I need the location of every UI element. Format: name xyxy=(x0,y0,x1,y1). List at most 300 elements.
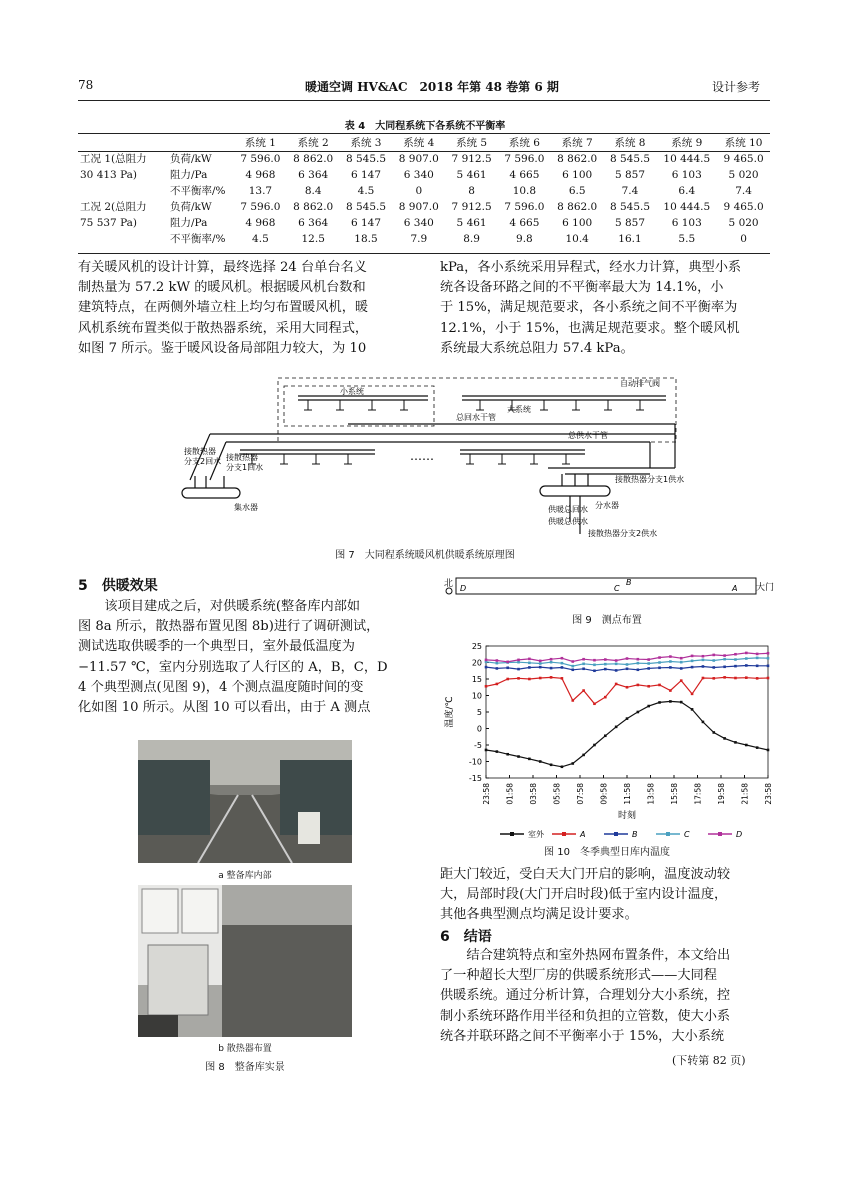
x-tick-label: 01:58 xyxy=(505,783,515,805)
series-point xyxy=(756,653,759,656)
table4-cell: 7 912.5 xyxy=(451,201,492,213)
para-left-1 xyxy=(78,258,414,359)
table4-cell: 16.1 xyxy=(618,233,642,245)
series-point xyxy=(702,721,705,724)
series-point xyxy=(626,663,629,666)
series-point xyxy=(593,702,596,705)
series-point xyxy=(582,658,585,661)
series-point xyxy=(680,661,683,664)
text-line: 大，局部时段(大门开启时段)低于室内设计温度， xyxy=(440,887,728,903)
text-line: 4 个典型测点(见图 9)，4 个测点温度随时间的变 xyxy=(78,679,364,695)
table4-cell: 5 461 xyxy=(456,217,487,229)
para-right-1 xyxy=(440,258,772,359)
series-point xyxy=(712,677,715,680)
table4-cell: 4 665 xyxy=(509,169,540,181)
fig7-b1r-1: 接散热器 xyxy=(226,453,258,462)
table4-cell: 5 020 xyxy=(728,217,759,229)
fig8b-label: b 散热器布置 xyxy=(218,1044,272,1054)
series-point xyxy=(539,677,542,680)
table4-cell: 10.8 xyxy=(512,185,537,197)
x-tick-label: 07:58 xyxy=(576,783,585,805)
table4-col-header: 系统 2 xyxy=(297,137,329,149)
table4-cell: 7 596.0 xyxy=(504,153,545,165)
x-tick-label: 13:58 xyxy=(646,783,656,805)
fig7-b1s: 接散热器分支1供水 xyxy=(615,475,685,484)
x-tick-label: 03:58 xyxy=(529,783,538,805)
table4-cell: 5.5 xyxy=(678,233,696,245)
table4-cell: 10.4 xyxy=(565,233,589,245)
series-point xyxy=(604,734,607,737)
legend-marker xyxy=(718,832,722,836)
series-point xyxy=(582,663,585,666)
table4-cell: 8 862.0 xyxy=(293,201,334,213)
text-line: 结合建筑特点和室外热网布置条件，本文给出 xyxy=(466,948,731,963)
table-row xyxy=(78,167,770,183)
series-point xyxy=(615,669,618,672)
series-point xyxy=(561,677,564,680)
table4-cell: 6 100 xyxy=(562,217,593,229)
series-point xyxy=(615,683,618,686)
table4-cell: 9 465.0 xyxy=(723,153,764,165)
series-point xyxy=(550,667,553,670)
table4-cell: 8 545.5 xyxy=(609,153,651,165)
fig9-point-c: C xyxy=(614,584,620,593)
series-point xyxy=(561,662,564,665)
series-point xyxy=(637,684,640,687)
series-point xyxy=(745,676,748,679)
series-point xyxy=(756,746,759,749)
series-point xyxy=(669,666,672,669)
y-tick-label: 0 xyxy=(476,724,482,734)
y-tick-label: 20 xyxy=(471,658,482,668)
series-point xyxy=(506,678,509,681)
text-line: kPa，各小系统采用异程式，经水力计算，典型小系 xyxy=(440,260,742,275)
series-point xyxy=(658,684,661,687)
legend-label: A xyxy=(580,830,586,839)
table4-cell: 6 364 xyxy=(298,169,329,181)
table4-row-label: 不平衡率/% xyxy=(170,233,226,245)
series-point xyxy=(691,666,694,669)
series-point xyxy=(658,661,661,664)
series-point xyxy=(756,657,759,660)
series-point xyxy=(496,659,499,662)
table4-cell: 4.5 xyxy=(357,185,375,197)
table4-case-label: 75 537 Pa) xyxy=(80,217,138,229)
table4-cell: 8 545.5 xyxy=(345,153,387,165)
page-number: 78 xyxy=(78,78,94,92)
fig8a-label: a 整备库内部 xyxy=(218,871,272,881)
table4-case-label: 工况 1(总阻力 xyxy=(80,153,147,165)
text-line: −11.57 ℃，室内分别选取了人行区的 A，B，C，D xyxy=(78,659,388,675)
table4-cell: 10 444.5 xyxy=(663,153,711,165)
series-point xyxy=(691,708,694,711)
series-point xyxy=(561,666,564,669)
series-point xyxy=(723,665,726,668)
table4-cell: 6 103 xyxy=(671,169,702,181)
series-point xyxy=(550,661,553,664)
text-line: 化如图 10 所示。从图 10 可以看出，由于 A 测点 xyxy=(78,700,371,716)
x-tick-label: 11:58 xyxy=(623,783,632,805)
table-bottom-rule xyxy=(78,253,770,254)
series-point xyxy=(528,678,531,681)
text-line: 测试选取供暖季的一个典型日，室外最低温度为 xyxy=(78,639,355,655)
series-point xyxy=(647,685,650,688)
series-point xyxy=(680,667,683,670)
series-point xyxy=(767,665,770,668)
table4-case-label: 工况 2(总阻力 xyxy=(80,201,147,213)
series-point xyxy=(626,686,629,689)
table4-row-label: 阻力/Pa xyxy=(170,217,208,229)
series-point xyxy=(669,655,672,658)
table4-cell: 8 545.5 xyxy=(345,201,387,213)
text-line: 统各设备环路之间的不平衡率最大为 14.1%，小 xyxy=(440,280,724,296)
series-line-0 xyxy=(486,701,768,766)
series-point xyxy=(767,657,770,660)
fig7-label-supply: 总供水干管 xyxy=(568,431,608,440)
text-line: 该项目建成之后，对供暖系统(整备库内部如 xyxy=(104,599,361,614)
table4-cell: 5 020 xyxy=(728,169,759,181)
series-point xyxy=(528,666,531,669)
continued-note: (下转第 82 页) xyxy=(672,1054,746,1067)
series-point xyxy=(496,662,499,665)
table4-col-header: 系统 7 xyxy=(561,137,593,149)
series-point xyxy=(626,717,629,720)
table4-cell: 13.7 xyxy=(248,185,273,197)
series-point xyxy=(702,677,705,680)
series-point xyxy=(723,654,726,657)
table4-col-header: 系统 6 xyxy=(508,137,540,149)
fig7-label-big: 大系统 xyxy=(507,405,531,414)
series-point xyxy=(615,726,618,729)
table4-cell: 6 340 xyxy=(403,169,434,181)
y-axis-label: 温度/℃ xyxy=(445,696,455,728)
text-line: 制小系统环路作用半径和负担的立管数，使大小系 xyxy=(440,1008,731,1024)
series-point xyxy=(745,652,748,655)
table-row xyxy=(78,215,770,231)
table4-cell: 8 862.0 xyxy=(293,153,334,165)
text-line: 了一种超长大型厂房的供暖系统形式——大同程 xyxy=(440,968,717,984)
table4-col-header: 系统 8 xyxy=(614,137,646,149)
journal-title: 暖通空调 HV&AC 2018 年第 48 卷第 6 期 xyxy=(305,80,559,94)
text-line: 制热量为 57.2 kW 的暖风机。根据暖风机台数和 xyxy=(78,280,366,296)
series-point xyxy=(593,669,596,672)
series-point xyxy=(506,666,509,669)
fig9-door: 大门 xyxy=(756,583,774,593)
series-point xyxy=(485,685,488,688)
table4-cell: 6 340 xyxy=(403,217,434,229)
y-tick-label: 10 xyxy=(471,691,482,701)
series-point xyxy=(647,658,650,661)
series-point xyxy=(712,731,715,734)
table4-cell: 7 596.0 xyxy=(240,201,281,213)
y-tick-label: -5 xyxy=(474,741,482,750)
fig7-b1r-2: 分支1回水 xyxy=(226,463,264,472)
text-line: 图 8a 所示，散热器布置见图 8b)进行了调研测试， xyxy=(78,619,380,635)
text-line: 12.1%，小于 15%，也满足规范要求。整个暖风机 xyxy=(440,320,740,336)
series-point xyxy=(593,664,596,667)
table4-cell: 7 596.0 xyxy=(504,201,545,213)
series-point xyxy=(756,665,759,668)
series-point xyxy=(485,659,488,662)
series-point xyxy=(691,660,694,663)
table4-cell: 4 968 xyxy=(245,169,276,181)
series-point xyxy=(528,658,531,661)
series-point xyxy=(637,711,640,714)
series-point xyxy=(539,660,542,663)
para-right-2 xyxy=(440,865,772,926)
series-point xyxy=(539,760,542,763)
table4-cell: 6 364 xyxy=(298,217,329,229)
table4-case-label xyxy=(78,231,168,247)
table4-cell: 7 912.5 xyxy=(451,153,492,165)
text-line: 系统最大系统总阻力 57.4 kPa。 xyxy=(440,340,634,356)
table4-case-label xyxy=(78,183,168,199)
text-line: 如图 7 所示。鉴于暖风设备局部阻力较大，为 10 xyxy=(78,340,367,356)
series-line-1 xyxy=(486,677,768,703)
x-tick-label: 21:58 xyxy=(740,783,750,805)
table4-cell: 7.9 xyxy=(410,233,428,245)
fig7-heat-return: 供暖总回水 xyxy=(548,505,588,514)
table4-cell: 7.4 xyxy=(621,185,639,197)
table4-cell: 4 968 xyxy=(245,217,276,229)
series-point xyxy=(485,749,488,752)
table4-cell: 0 xyxy=(740,233,747,245)
table4-col-header: 系统 4 xyxy=(403,137,435,149)
series-point xyxy=(528,758,531,761)
series-point xyxy=(767,652,770,655)
series-point xyxy=(734,653,737,656)
series-point xyxy=(506,661,509,664)
series-point xyxy=(680,657,683,660)
series-point xyxy=(658,666,661,669)
fig7-caption: 图 7 大同程系统暖风机供暖系统原理图 xyxy=(335,550,515,561)
section5-title: 5 供暖效果 xyxy=(78,578,158,594)
series-point xyxy=(767,749,770,752)
series-point xyxy=(593,744,596,747)
series-point xyxy=(658,701,661,704)
series-point xyxy=(712,666,715,669)
series-point xyxy=(550,658,553,661)
x-tick-label: 23:58 xyxy=(764,783,773,805)
fig8-caption: 图 8 整备库实景 xyxy=(205,1062,285,1073)
text-line: 风机系统布置类似于散热器系统，采用大同程式， xyxy=(78,320,369,336)
legend-label: B xyxy=(632,830,638,839)
fig9-layout xyxy=(442,572,774,598)
table4-col-header: 系统 10 xyxy=(724,137,763,149)
table4-cell: 6 147 xyxy=(350,169,382,181)
legend-label: C xyxy=(684,830,690,839)
series-point xyxy=(582,754,585,757)
table4-cell: 9.8 xyxy=(516,233,533,245)
legend-label: D xyxy=(736,830,743,839)
x-tick-label: 09:58 xyxy=(599,783,609,805)
fig7-label-vent: 自动排气阀 xyxy=(620,379,660,388)
table4-col-header: 系统 1 xyxy=(244,137,276,149)
table-header-rule xyxy=(78,151,770,152)
series-point xyxy=(647,662,650,665)
table4-cell: 5 857 xyxy=(614,169,645,181)
fig7-b2s: 接散热器分支2供水 xyxy=(588,529,658,538)
legend-marker xyxy=(562,832,566,836)
y-tick-label: -15 xyxy=(468,774,482,783)
series-point xyxy=(734,658,737,661)
series-point xyxy=(712,654,715,657)
series-point xyxy=(550,764,553,767)
series-point xyxy=(506,753,509,756)
table-row xyxy=(78,183,770,199)
series-point xyxy=(517,677,520,680)
text-line: 有关暖风机的设计计算，最终选择 24 台单台名义 xyxy=(78,260,367,275)
series-point xyxy=(647,705,650,708)
series-point xyxy=(745,657,748,660)
fig10-chart xyxy=(442,640,774,825)
x-tick-label: 19:58 xyxy=(717,783,726,805)
series-point xyxy=(669,660,672,663)
series-point xyxy=(734,677,737,680)
text-line: 于 15%，满足规范要求，各小系统之间不平衡率为 xyxy=(440,300,738,316)
series-point xyxy=(702,655,705,658)
legend-marker xyxy=(510,832,514,836)
fig7-label-small: 小系统 xyxy=(340,387,364,396)
series-point xyxy=(658,656,661,659)
fig8a-photo xyxy=(138,740,352,863)
fig7-schematic xyxy=(170,372,710,542)
fig9-north: 北 xyxy=(444,579,454,589)
series-point xyxy=(517,668,520,671)
series-point xyxy=(702,659,705,662)
fig10-caption: 图 10 冬季典型日库内温度 xyxy=(544,847,670,858)
table4-cell: 8 862.0 xyxy=(557,153,598,165)
series-point xyxy=(767,677,770,680)
table4-caption: 表 4 大同程系统下各系统不平衡率 xyxy=(344,121,506,132)
x-tick-label: 17:58 xyxy=(693,783,703,805)
fig9-point-a: A xyxy=(732,584,738,593)
text-line: 统各并联环路之间不平衡率小于 15%，大小系统 xyxy=(440,1028,725,1044)
table4-cell: 4.5 xyxy=(252,233,269,245)
table4-cell: 8 545.5 xyxy=(609,201,651,213)
series-point xyxy=(571,762,574,765)
series-point xyxy=(485,666,488,669)
fig9-caption: 图 9 测点布置 xyxy=(572,615,642,626)
series-point xyxy=(756,677,759,680)
table-top-rule xyxy=(78,133,770,134)
table4-row-label: 不平衡率/% xyxy=(170,185,226,197)
series-point xyxy=(604,696,607,699)
series-point xyxy=(691,655,694,658)
fig8b-photo xyxy=(138,885,352,1037)
fig7-dots: …… xyxy=(410,449,434,463)
series-point xyxy=(539,666,542,669)
table4-cell: 8 862.0 xyxy=(557,201,598,213)
table4-cell: 6 147 xyxy=(350,217,382,229)
x-tick-label: 05:58 xyxy=(552,783,562,805)
fig9-point-b: B xyxy=(626,578,632,587)
series-point xyxy=(691,693,694,696)
series-point xyxy=(539,662,542,665)
table4-cell: 6 100 xyxy=(562,169,593,181)
series-point xyxy=(626,657,629,660)
fig7-heat-supply: 供暖总供水 xyxy=(548,517,588,526)
section5-text xyxy=(78,597,414,718)
y-tick-label: -10 xyxy=(468,757,482,767)
series-point xyxy=(680,701,683,704)
x-tick-label: 23:58 xyxy=(482,783,491,805)
legend-label: 室外 xyxy=(528,830,544,839)
series-point xyxy=(571,660,574,663)
series-point xyxy=(637,668,640,671)
series-point xyxy=(561,765,564,768)
table4-case-label: 30 413 Pa) xyxy=(80,169,138,181)
series-point xyxy=(604,668,607,671)
section6-text xyxy=(440,946,772,1047)
table4-cell: 18.5 xyxy=(354,233,378,245)
table4-cell: 6.4 xyxy=(678,185,696,197)
series-point xyxy=(637,658,640,661)
series-point xyxy=(571,668,574,671)
series-point xyxy=(734,665,737,668)
series-point xyxy=(734,741,737,744)
fig7-b2r-2: 分支2回水 xyxy=(184,457,222,466)
series-point xyxy=(680,679,683,682)
table4-cell: 12.5 xyxy=(301,233,325,245)
series-point xyxy=(723,658,726,661)
table4-cell: 7 596.0 xyxy=(240,153,281,165)
series-point xyxy=(496,667,499,670)
section-label: 设计参考 xyxy=(712,80,761,94)
table4-row-label: 负荷/kW xyxy=(170,201,212,213)
table4-col-header: 系统 5 xyxy=(456,137,488,149)
fig7-b2r-1: 接散热器 xyxy=(184,447,216,456)
table-row xyxy=(78,199,770,215)
series-point xyxy=(669,689,672,692)
legend-marker xyxy=(666,832,670,836)
series-point xyxy=(561,657,564,660)
series-point xyxy=(517,755,520,758)
text-line: 其他各典型测点均满足设计要求。 xyxy=(440,907,638,923)
series-point xyxy=(745,744,748,747)
y-tick-label: 5 xyxy=(476,708,482,717)
series-point xyxy=(647,667,650,670)
fig7-collector: 集水器 xyxy=(234,503,258,512)
series-point xyxy=(571,665,574,668)
series-point xyxy=(615,659,618,662)
series-point xyxy=(723,737,726,740)
series-point xyxy=(669,700,672,703)
fig9-point-d: D xyxy=(460,584,467,593)
series-point xyxy=(604,658,607,661)
series-point xyxy=(582,689,585,692)
table4-cell: 7.4 xyxy=(735,185,752,197)
series-point xyxy=(604,663,607,666)
table4-cell: 6 103 xyxy=(671,217,702,229)
series-point xyxy=(496,683,499,686)
table4-cell: 8 xyxy=(468,185,475,197)
table4-row-label: 阻力/Pa xyxy=(170,169,208,181)
series-point xyxy=(626,667,629,670)
table4-cell: 6.5 xyxy=(568,185,586,197)
series-point xyxy=(593,659,596,662)
series-point xyxy=(517,661,520,664)
text-line: 距大门较近，受白天大门开启的影响，温度波动较 xyxy=(440,867,731,882)
table4-cell: 5 857 xyxy=(614,217,645,229)
fig10-legend xyxy=(500,827,760,841)
table4-cell: 4 665 xyxy=(509,217,540,229)
series-point xyxy=(637,662,640,665)
series-point xyxy=(745,664,748,667)
table4-cell: 0 xyxy=(415,185,423,197)
y-tick-label: 15 xyxy=(471,675,482,684)
fig7-label-return: 总回水干管 xyxy=(456,413,496,422)
